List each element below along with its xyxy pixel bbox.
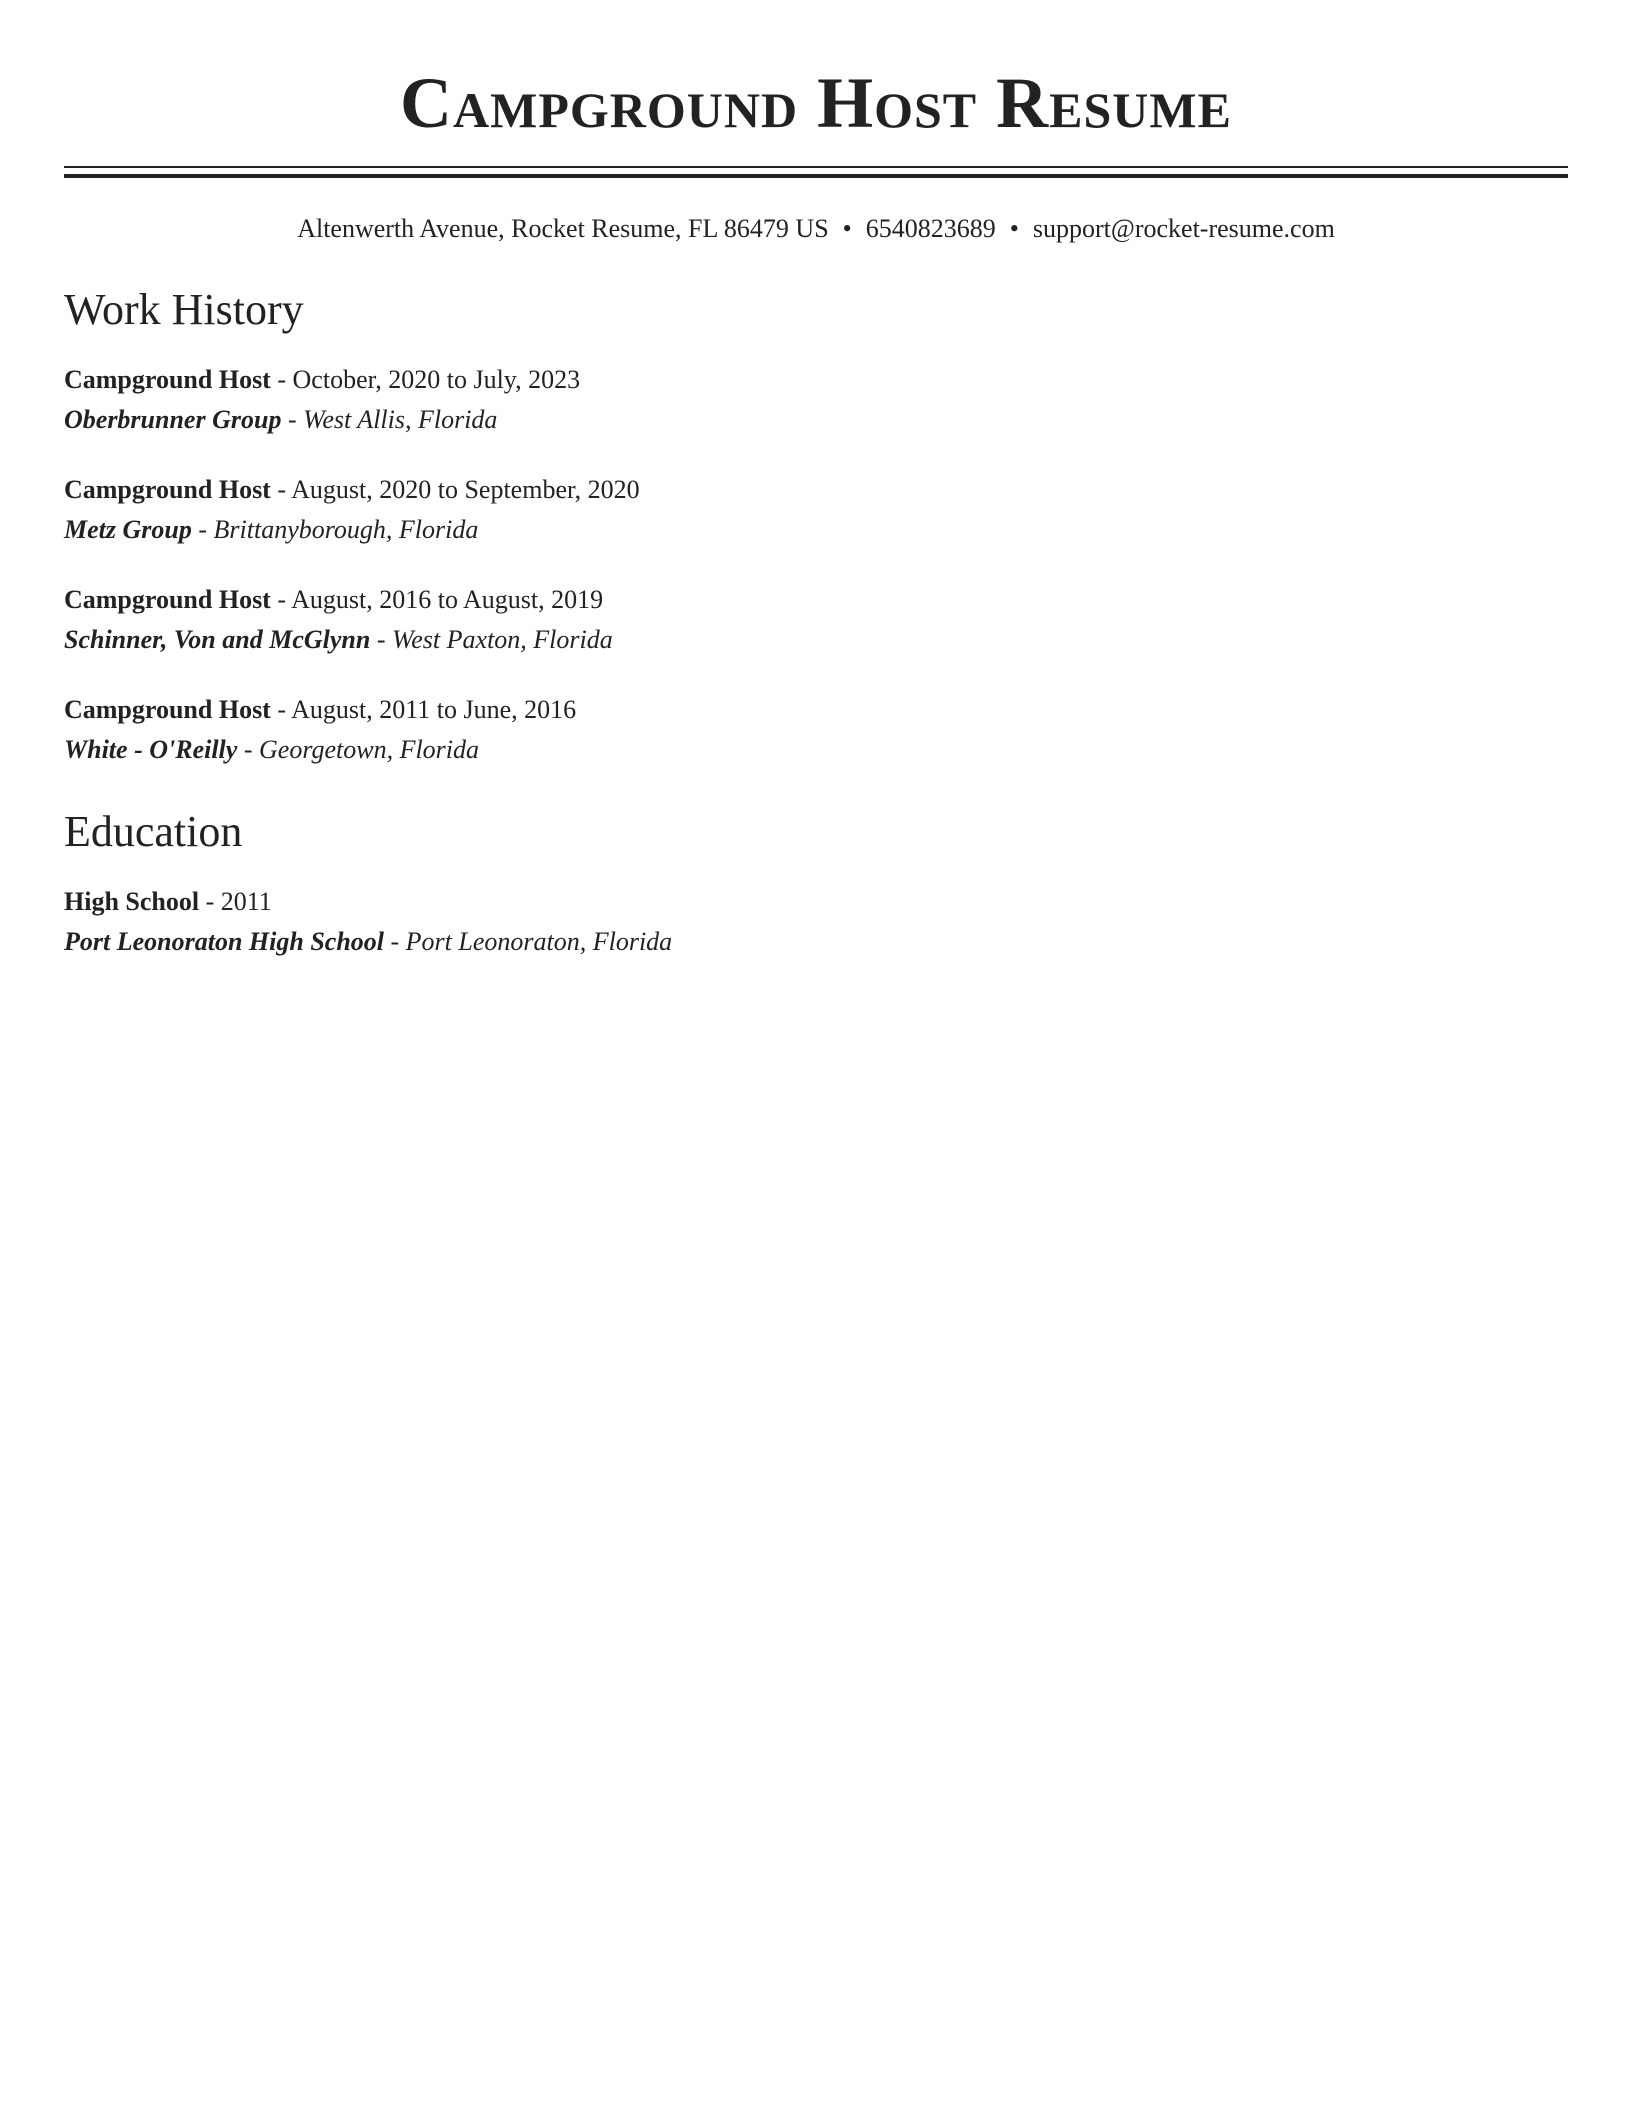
resume-title: Campground Host Resume	[400, 63, 1232, 143]
work-entry	[64, 360, 1568, 440]
work-entry-title-line	[64, 470, 1568, 510]
school-name: Port Leonoraton High School	[64, 927, 384, 956]
education-entry	[64, 882, 1568, 962]
work-entry-title-line	[64, 360, 1568, 400]
job-title: Campground Host	[64, 365, 271, 394]
dash: -	[277, 585, 287, 614]
company-location: West Allis, Florida	[303, 405, 498, 434]
contact-email: support@rocket-resume.com	[1032, 214, 1335, 243]
company-location: Brittanyborough, Florida	[213, 515, 479, 544]
job-dates: August, 2016 to August, 2019	[291, 585, 604, 614]
job-title: Campground Host	[64, 585, 271, 614]
dash: -	[198, 515, 208, 544]
resume-page	[64, 0, 1568, 962]
school-location: Port Leonoraton, Florida	[405, 927, 673, 956]
dash: -	[277, 475, 287, 504]
job-dates: October, 2020 to July, 2023	[292, 365, 581, 394]
company-location: West Paxton, Florida	[392, 625, 613, 654]
title-divider-thin	[64, 166, 1568, 168]
degree-name: High School	[64, 887, 200, 916]
work-entry-company-line	[64, 510, 1568, 550]
job-dates: August, 2020 to September, 2020	[291, 475, 640, 504]
work-entry	[64, 470, 1568, 550]
education-entry-title-line	[64, 882, 1568, 922]
work-entry-company-line	[64, 620, 1568, 660]
work-entry-title-line	[64, 580, 1568, 620]
dash: -	[243, 735, 253, 764]
dash: -	[277, 365, 287, 394]
work-entry-company-line	[64, 400, 1568, 440]
company-name: Metz Group	[64, 515, 192, 544]
contact-separator: •	[1009, 214, 1019, 243]
job-title: Campground Host	[64, 475, 271, 504]
education-heading: Education	[64, 807, 243, 856]
job-title: Campground Host	[64, 695, 271, 724]
company-name: Schinner, Von and McGlynn	[64, 625, 371, 654]
dash: -	[376, 625, 386, 654]
dash: -	[205, 887, 215, 916]
contact-line	[64, 212, 1568, 246]
title-divider-thick	[64, 174, 1568, 178]
work-history-heading: Work History	[64, 285, 304, 334]
education-entry-school-line	[64, 922, 1568, 962]
work-entry	[64, 690, 1568, 770]
job-dates: August, 2011 to June, 2016	[291, 695, 577, 724]
dash: -	[390, 927, 400, 956]
dash: -	[277, 695, 287, 724]
work-entry-title-line	[64, 690, 1568, 730]
contact-separator: •	[842, 214, 852, 243]
dash: -	[287, 405, 297, 434]
company-name: Oberbrunner Group	[64, 405, 282, 434]
company-location: Georgetown, Florida	[259, 735, 480, 764]
work-entry-company-line	[64, 730, 1568, 770]
company-name: White - O'Reilly	[64, 735, 238, 764]
work-entry	[64, 580, 1568, 660]
contact-phone: 6540823689	[865, 214, 996, 243]
graduation-year: 2011	[220, 887, 272, 916]
contact-address: Altenwerth Avenue, Rocket Resume, FL 86479 US	[297, 214, 829, 243]
